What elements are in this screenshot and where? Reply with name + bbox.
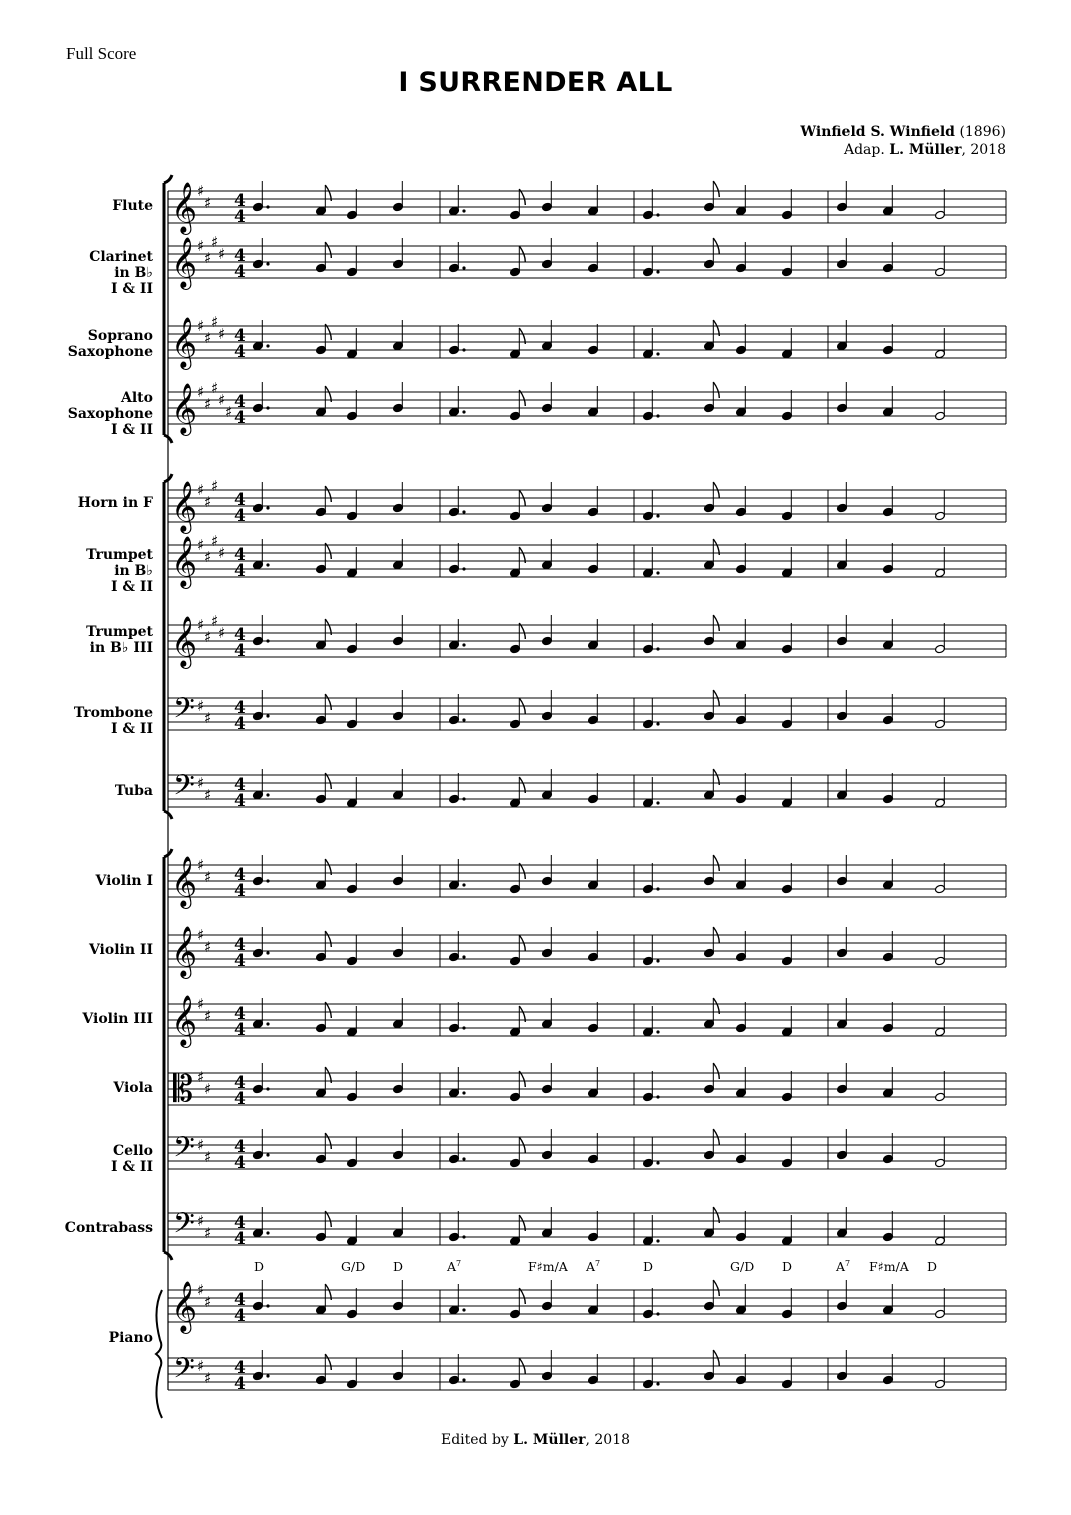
bass-clef: 𝄢 <box>173 1207 195 1247</box>
sharp-sign: ♯ <box>197 481 205 499</box>
arranger-prefix: Adap. <box>843 142 885 158</box>
staff <box>168 690 1006 734</box>
sharp-sign: ♯ <box>204 938 212 956</box>
instrument-label-line: I & II <box>110 422 153 438</box>
time-signature-denominator: 4 <box>234 951 246 971</box>
sharp-sign: ♯ <box>197 317 205 335</box>
augmentation-dot <box>656 1095 659 1098</box>
sharp-sign: ♯ <box>197 995 205 1013</box>
augmentation-dot <box>462 567 465 570</box>
augmentation-dot <box>656 1312 659 1315</box>
instrument-label-line: Violin II <box>88 942 153 958</box>
sharp-sign: ♯ <box>197 536 205 554</box>
instrument-label-line: Horn in F <box>77 495 153 511</box>
augmentation-dot <box>266 951 269 954</box>
instrument-label-line: in B♭ <box>114 563 153 579</box>
augmentation-dot <box>266 205 269 208</box>
staff <box>168 1063 1006 1110</box>
augmentation-dot <box>462 1157 465 1160</box>
sharp-sign: ♯ <box>204 1293 212 1311</box>
sharp-sign: ♯ <box>218 245 226 263</box>
eighth-flag <box>713 1063 719 1079</box>
sharp-sign: ♯ <box>204 786 212 804</box>
bass-clef: 𝄢 <box>173 1352 195 1392</box>
treble-clef: 𝄞 <box>171 856 198 907</box>
eighth-flag <box>713 382 719 398</box>
sharp-sign: ♯ <box>211 313 219 331</box>
time-signature-denominator: 4 <box>234 408 246 428</box>
time-signature-numerator: 4 <box>234 865 246 885</box>
instrument-label-line: Soprano <box>87 328 153 344</box>
augmentation-dot <box>462 883 465 886</box>
chord-extension: 7 <box>595 1259 601 1268</box>
augmentation-dot <box>462 1026 465 1029</box>
instrument-label-line: Alto <box>121 390 153 406</box>
augmentation-dot <box>656 213 659 216</box>
chord-root: D <box>393 1259 404 1274</box>
augmentation-dot <box>266 262 269 265</box>
chord-root: A <box>836 1259 846 1275</box>
augmentation-dot <box>656 270 659 273</box>
augmentation-dot <box>266 1374 269 1377</box>
time-signature-denominator: 4 <box>234 1229 246 1249</box>
treble-clef: 𝄞 <box>171 383 198 434</box>
sharp-sign: ♯ <box>218 391 226 409</box>
sharp-sign: ♯ <box>218 325 226 343</box>
chord-root: G/D <box>341 1259 366 1274</box>
sharp-sign: ♯ <box>204 868 212 886</box>
eighth-flag <box>713 615 719 631</box>
instrument-label-line: Flute <box>112 198 153 214</box>
chord-root: D <box>643 1259 654 1274</box>
augmentation-dot <box>656 352 659 355</box>
footer-prefix: Edited by <box>440 1432 509 1448</box>
sharp-sign: ♯ <box>204 395 212 413</box>
treble-clef: 𝄞 <box>171 616 198 667</box>
eighth-flag <box>325 931 331 947</box>
time-signature-denominator: 4 <box>234 1374 246 1394</box>
augmentation-dot <box>266 793 269 796</box>
augmentation-dot <box>462 510 465 513</box>
chord-root: D <box>782 1259 793 1274</box>
sharp-sign: ♯ <box>197 182 205 200</box>
augmentation-dot <box>462 1378 465 1381</box>
treble-clef: 𝄞 <box>171 481 198 532</box>
footer-name: L. Müller <box>513 1432 586 1448</box>
eighth-flag <box>325 486 331 502</box>
sharp-sign: ♯ <box>211 379 219 397</box>
augmentation-dot <box>656 1382 659 1385</box>
instrument-label-line: Violin III <box>82 1011 153 1027</box>
instrument-label-line: Trombone <box>73 705 153 721</box>
sharp-sign: ♯ <box>204 1148 212 1166</box>
time-signature-denominator: 4 <box>234 207 246 227</box>
alto-clef: 𝄡 <box>173 1069 194 1110</box>
instrument-label-line: I & II <box>110 579 153 595</box>
instrument-label-line: Trumpet <box>86 547 153 563</box>
augmentation-dot <box>266 1087 269 1090</box>
time-signature-numerator: 4 <box>234 698 246 718</box>
composer-year: (1896) <box>959 124 1006 140</box>
staff <box>168 1129 1006 1173</box>
augmentation-dot <box>266 714 269 717</box>
time-signature-denominator: 4 <box>234 1153 246 1173</box>
time-signature-denominator: 4 <box>234 506 246 526</box>
bass-clef: 𝄢 <box>173 692 195 732</box>
instrument-label-line: Piano <box>108 1330 153 1346</box>
sharp-sign: ♯ <box>204 1080 212 1098</box>
augmentation-dot <box>656 959 659 962</box>
augmentation-dot <box>656 801 659 804</box>
piano-brace <box>156 1290 162 1418</box>
chord-root: F♯m/A <box>869 1259 909 1274</box>
augmentation-dot <box>462 1308 465 1311</box>
eighth-flag <box>325 242 331 258</box>
time-signature-denominator: 4 <box>234 262 246 282</box>
instrument-label-line: Clarinet <box>89 249 153 265</box>
sharp-sign: ♯ <box>204 1007 212 1025</box>
augmentation-dot <box>462 797 465 800</box>
sharp-sign: ♯ <box>204 628 212 646</box>
treble-clef: 𝄞 <box>171 317 198 368</box>
augmentation-dot <box>266 506 269 509</box>
sharp-sign: ♯ <box>211 233 219 251</box>
time-signature-numerator: 4 <box>234 392 246 412</box>
instrument-label-line: Saxophone <box>67 406 153 422</box>
bass-clef: 𝄢 <box>173 1131 195 1171</box>
sharp-sign: ♯ <box>218 544 226 562</box>
instrument-label-line: Saxophone <box>67 344 153 360</box>
sharp-sign: ♯ <box>197 1068 205 1086</box>
sharp-sign: ♯ <box>197 926 205 944</box>
augmentation-dot <box>266 563 269 566</box>
time-signature-numerator: 4 <box>234 490 246 510</box>
sharp-sign: ♯ <box>211 612 219 630</box>
sharp-sign: ♯ <box>197 1357 205 1375</box>
bass-clef: 𝄢 <box>173 769 195 809</box>
sharp-sign: ♯ <box>204 329 212 347</box>
eighth-flag <box>325 1133 331 1149</box>
staff <box>168 769 1006 811</box>
eighth-flag <box>713 181 719 197</box>
sharp-sign: ♯ <box>197 616 205 634</box>
time-signature-numerator: 4 <box>234 1358 246 1378</box>
sharp-sign: ♯ <box>204 194 212 212</box>
time-signature-denominator: 4 <box>234 714 246 734</box>
augmentation-dot <box>656 1239 659 1242</box>
augmentation-dot <box>462 643 465 646</box>
treble-clef: 𝄞 <box>171 926 198 977</box>
arranger-name: L. Müller <box>889 142 962 158</box>
sharp-sign: ♯ <box>204 493 212 511</box>
augmentation-dot <box>266 344 269 347</box>
time-signature-numerator: 4 <box>234 1290 246 1310</box>
instrument-label-line: Cello <box>112 1143 153 1159</box>
treble-clef: 𝄞 <box>171 182 198 233</box>
time-signature-denominator: 4 <box>234 561 246 581</box>
treble-clef: 𝄞 <box>171 237 198 288</box>
sharp-sign: ♯ <box>211 532 219 550</box>
augmentation-dot <box>266 1304 269 1307</box>
arranger-year: , 2018 <box>961 142 1006 158</box>
score-label: Full Score <box>66 44 137 63</box>
sharp-sign: ♯ <box>204 1224 212 1242</box>
augmentation-dot <box>462 718 465 721</box>
chord-root: A <box>447 1259 457 1275</box>
instrument-label-line: Trumpet <box>86 624 153 640</box>
chord-root: A <box>586 1259 596 1275</box>
staff <box>168 477 1006 534</box>
augmentation-dot <box>462 209 465 212</box>
augmentation-dot <box>266 879 269 882</box>
augmentation-dot <box>266 1153 269 1156</box>
instrument-label-line: I & II <box>110 721 153 737</box>
staff <box>168 233 1006 290</box>
augmentation-dot <box>656 514 659 517</box>
time-signature-numerator: 4 <box>234 1073 246 1093</box>
time-signature-numerator: 4 <box>234 625 246 645</box>
staff <box>168 313 1006 370</box>
instrument-label-line: Viola <box>113 1080 153 1096</box>
instrument-label-line: in B♭ <box>114 265 153 281</box>
augmentation-dot <box>656 722 659 725</box>
time-signature-numerator: 4 <box>234 1004 246 1024</box>
time-signature-numerator: 4 <box>234 246 246 266</box>
time-signature-denominator: 4 <box>234 641 246 661</box>
sharp-sign: ♯ <box>197 697 205 715</box>
sharp-sign: ♯ <box>204 1369 212 1387</box>
augmentation-dot <box>656 1161 659 1164</box>
instrument-label-line: I & II <box>110 1159 153 1175</box>
staff <box>168 532 1006 589</box>
augmentation-dot <box>656 414 659 417</box>
staff <box>168 926 1006 979</box>
instrument-label-line: Tuba <box>114 783 153 799</box>
treble-clef: 𝄞 <box>171 1281 198 1332</box>
sharp-sign: ♯ <box>197 237 205 255</box>
sharp-sign: ♯ <box>225 403 233 421</box>
sharp-sign: ♯ <box>197 1212 205 1230</box>
score-title: I SURRENDER ALL <box>398 67 673 98</box>
treble-clef: 𝄞 <box>171 536 198 587</box>
staff <box>168 1207 1006 1249</box>
sharp-sign: ♯ <box>197 383 205 401</box>
sharp-sign: ♯ <box>197 1136 205 1154</box>
augmentation-dot <box>266 1231 269 1234</box>
sharp-sign: ♯ <box>211 477 219 495</box>
time-signature-denominator: 4 <box>234 791 246 811</box>
sharp-sign: ♯ <box>204 249 212 267</box>
chord-extension: 7 <box>456 1259 462 1268</box>
staff <box>168 181 1006 235</box>
augmentation-dot <box>462 1235 465 1238</box>
augmentation-dot <box>462 348 465 351</box>
time-signature-numerator: 4 <box>234 545 246 565</box>
chord-root: D <box>254 1259 265 1274</box>
time-signature-denominator: 4 <box>234 342 246 362</box>
augmentation-dot <box>462 955 465 958</box>
staff <box>168 612 1006 669</box>
augmentation-dot <box>462 410 465 413</box>
chord-root: F♯m/A <box>528 1259 568 1274</box>
staff <box>168 995 1006 1048</box>
composer-name: Winfield S. Winfield <box>800 124 955 140</box>
time-signature-numerator: 4 <box>234 775 246 795</box>
augmentation-dot <box>266 406 269 409</box>
sharp-sign: ♯ <box>197 1281 205 1299</box>
augmentation-dot <box>462 1091 465 1094</box>
time-signature-numerator: 4 <box>234 191 246 211</box>
time-signature-denominator: 4 <box>234 1306 246 1326</box>
augmentation-dot <box>656 647 659 650</box>
sharp-sign: ♯ <box>204 548 212 566</box>
time-signature-denominator: 4 <box>234 1089 246 1109</box>
time-signature-numerator: 4 <box>234 326 246 346</box>
eighth-flag <box>713 1280 719 1296</box>
time-signature-numerator: 4 <box>234 1213 246 1233</box>
augmentation-dot <box>656 887 659 890</box>
chord-root: D <box>927 1259 938 1274</box>
instrument-label-line: Violin I <box>95 873 153 889</box>
instrument-label-line: Contrabass <box>64 1220 153 1236</box>
sharp-sign: ♯ <box>197 774 205 792</box>
instrument-label-line: I & II <box>110 281 153 297</box>
treble-clef: 𝄞 <box>171 995 198 1046</box>
eighth-flag <box>325 1354 331 1370</box>
footer-credit <box>0 1432 1071 1448</box>
augmentation-dot <box>462 266 465 269</box>
augmentation-dot <box>656 571 659 574</box>
augmentation-dot <box>266 1022 269 1025</box>
eighth-flag <box>325 694 331 710</box>
chord-extension: 7 <box>845 1259 851 1268</box>
staff <box>168 1350 1006 1394</box>
eighth-flag <box>713 855 719 871</box>
time-signature-denominator: 4 <box>234 881 246 901</box>
time-signature-denominator: 4 <box>234 1020 246 1040</box>
sharp-sign: ♯ <box>197 856 205 874</box>
footer-year: , 2018 <box>585 1432 631 1448</box>
augmentation-dot <box>266 639 269 642</box>
sharp-sign: ♯ <box>204 709 212 727</box>
staff <box>168 1280 1006 1334</box>
staff <box>168 379 1006 436</box>
augmentation-dot <box>656 1030 659 1033</box>
staff <box>168 855 1006 909</box>
instrument-label-line: in B♭ III <box>89 640 153 656</box>
time-signature-numerator: 4 <box>234 935 246 955</box>
time-signature-numerator: 4 <box>234 1137 246 1157</box>
sharp-sign: ♯ <box>218 624 226 642</box>
chord-root: G/D <box>730 1259 755 1274</box>
